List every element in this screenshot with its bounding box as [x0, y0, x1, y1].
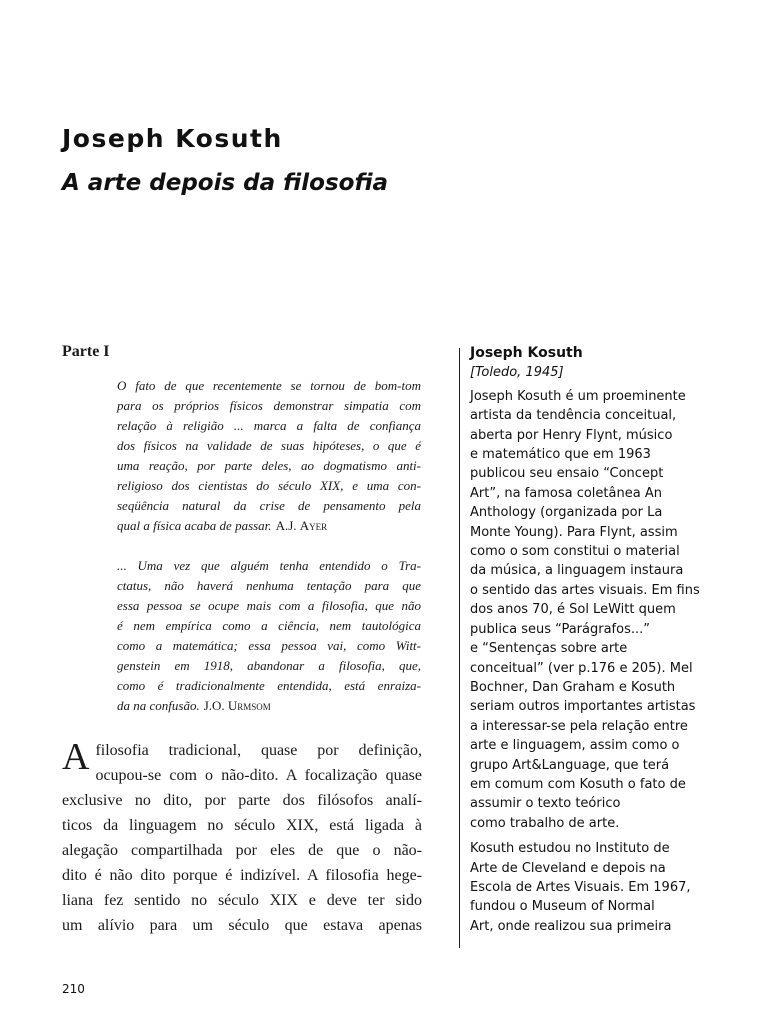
epigraph-line: ctatus, não haverá nenhuma tentação para que [117, 578, 421, 593]
body-line: filosofia tradicional, quase por definição, [95, 742, 422, 759]
body-line: dito é não dito porque é indizível. A filosofia hege- [62, 867, 422, 884]
epigraph-line-last [117, 696, 421, 716]
epigraph-line: genstein em 1918, abandonar a filosofia, que, [117, 658, 421, 673]
epigraph-line: ... Uma vez que alguém tenha entendido o Tra- [117, 558, 421, 573]
epigraph-line: relação à religião ... marca a falta de confiança [117, 418, 421, 433]
epigraph-line: para os próprios físicos demonstrar simpatia com [117, 398, 421, 413]
body-line: ticos da linguagem no século XIX, está ligada à [62, 817, 422, 834]
epigraph-line: seqüência natural da crise de pensamento pela [117, 498, 421, 513]
epigraph-line-text: qual a física acaba de passar. [117, 518, 272, 533]
epigraph-line: O fato de que recentemente se tornou de bom-tom [117, 378, 421, 393]
epigraph-attribution [204, 698, 271, 713]
sidebar-line: Art”, na famosa coletânea An [470, 485, 662, 501]
epigraph-ayer [117, 376, 421, 536]
sidebar-line: a interessar-se pela relação entre [470, 718, 688, 734]
sidebar-line: publicou seu ensaio “Concept [470, 466, 664, 482]
sidebar-line: grupo Art&Language, que terá [470, 757, 670, 773]
sidebar-paragraph-1 [470, 387, 710, 833]
body-line: exclusive no dito, por parte dos filósofos analí- [62, 792, 422, 809]
sidebar-line: o sentido das artes visuais. Em fins [470, 582, 700, 598]
sidebar-line: Arte de Cleveland e depois na [470, 860, 666, 876]
sidebar-line: fundou o Museum of Normal [470, 899, 655, 915]
sidebar-line: da música, a linguagem instaura [470, 563, 684, 579]
sidebar-line: conceitual” (ver p.176 e 205). Mel [470, 660, 693, 676]
sidebar-line: Escola de Artes Visuais. Em 1967, [470, 879, 691, 895]
sidebar-line: assumir o texto teórico [470, 796, 621, 812]
body-line: liana fez sentido no século XIX e deve ter sido [62, 892, 422, 909]
sidebar-line: seriam outros importantes artistas [470, 699, 696, 715]
sidebar-line: como o som constitui o material [470, 544, 680, 560]
main-body-text [62, 738, 422, 938]
section-heading: Parte I [62, 343, 110, 360]
attribution-initials: J.O. [203, 698, 225, 713]
epigraph-attribution [276, 518, 328, 533]
sidebar-line: Art, onde realizou sua primeira [470, 918, 672, 934]
epigraph-line: é nem empírica como a ciência, nem tautológica [117, 618, 421, 633]
epigraph-line: uma reação, por parte deles, ao dogmatismo anti- [117, 458, 421, 473]
sidebar-line: Monte Young). Para Flynt, assim [470, 524, 678, 540]
essay-title: A arte depois da filosofia [62, 170, 389, 196]
epigraph-line: religioso dos cientistas do século XIX, e uma con- [117, 478, 421, 493]
epigraph-line-text: da na confusão. [117, 698, 200, 713]
sidebar-line: Kosuth estudou no Instituto de [470, 841, 670, 857]
attribution-initials: A.J. [275, 518, 297, 533]
sidebar-line: Anthology (organizada por La [470, 505, 663, 521]
sidebar-line: como trabalho de arte. [470, 815, 620, 831]
page-number: 210 [62, 982, 85, 996]
sidebar-line: artista da tendência conceitual, [470, 408, 677, 424]
sidebar-line: em comum com Kosuth o fato de [470, 776, 686, 792]
epigraph-urmsom [117, 556, 421, 716]
epigraph-line: dos físicos na validade de suas hipóteses, o que é [117, 438, 421, 453]
body-line: alegação compartilhada por eles de que o não- [62, 842, 422, 859]
epigraph-line: essa pessoa se ocupe mais com a filosofia, que não [117, 598, 421, 613]
attribution-name: Ayer [299, 518, 328, 533]
author-name: Joseph Kosuth [62, 124, 283, 153]
attribution-name: Urmsom [227, 698, 271, 713]
sidebar-line: arte e linguagem, assim como o [470, 738, 680, 754]
epigraph-line: como a matemática; essa pessoa vai, como Witt- [117, 638, 421, 653]
sidebar-name: Joseph Kosuth [470, 345, 583, 361]
sidebar-origin: [Toledo, 1945] [470, 365, 564, 381]
body-line: ocupou-se com o não-dito. A focalização quase [95, 767, 422, 784]
sidebar-line: e matemático que em 1963 [470, 447, 651, 463]
sidebar-line: publica seus “Parágrafos...” [470, 621, 650, 637]
sidebar-line: Joseph Kosuth é um proeminente [470, 388, 686, 404]
sidebar-line: aberta por Henry Flynt, músico [470, 427, 673, 443]
biography-sidebar [470, 344, 710, 936]
sidebar-paragraph-2 [470, 839, 710, 936]
sidebar-line: dos anos 70, é Sol LeWitt quem [470, 602, 676, 618]
sidebar-divider [459, 348, 460, 948]
sidebar-line: Bochner, Dan Graham e Kosuth [470, 679, 676, 695]
drop-cap: A [62, 736, 90, 778]
sidebar-line: e “Sentenças sobre arte [470, 641, 628, 657]
epigraph-line: como é tradicionalmente entendida, está enraiza- [117, 678, 421, 693]
body-line: um alívio para um século que estava apenas [62, 917, 422, 934]
epigraph-line-last [117, 516, 421, 536]
